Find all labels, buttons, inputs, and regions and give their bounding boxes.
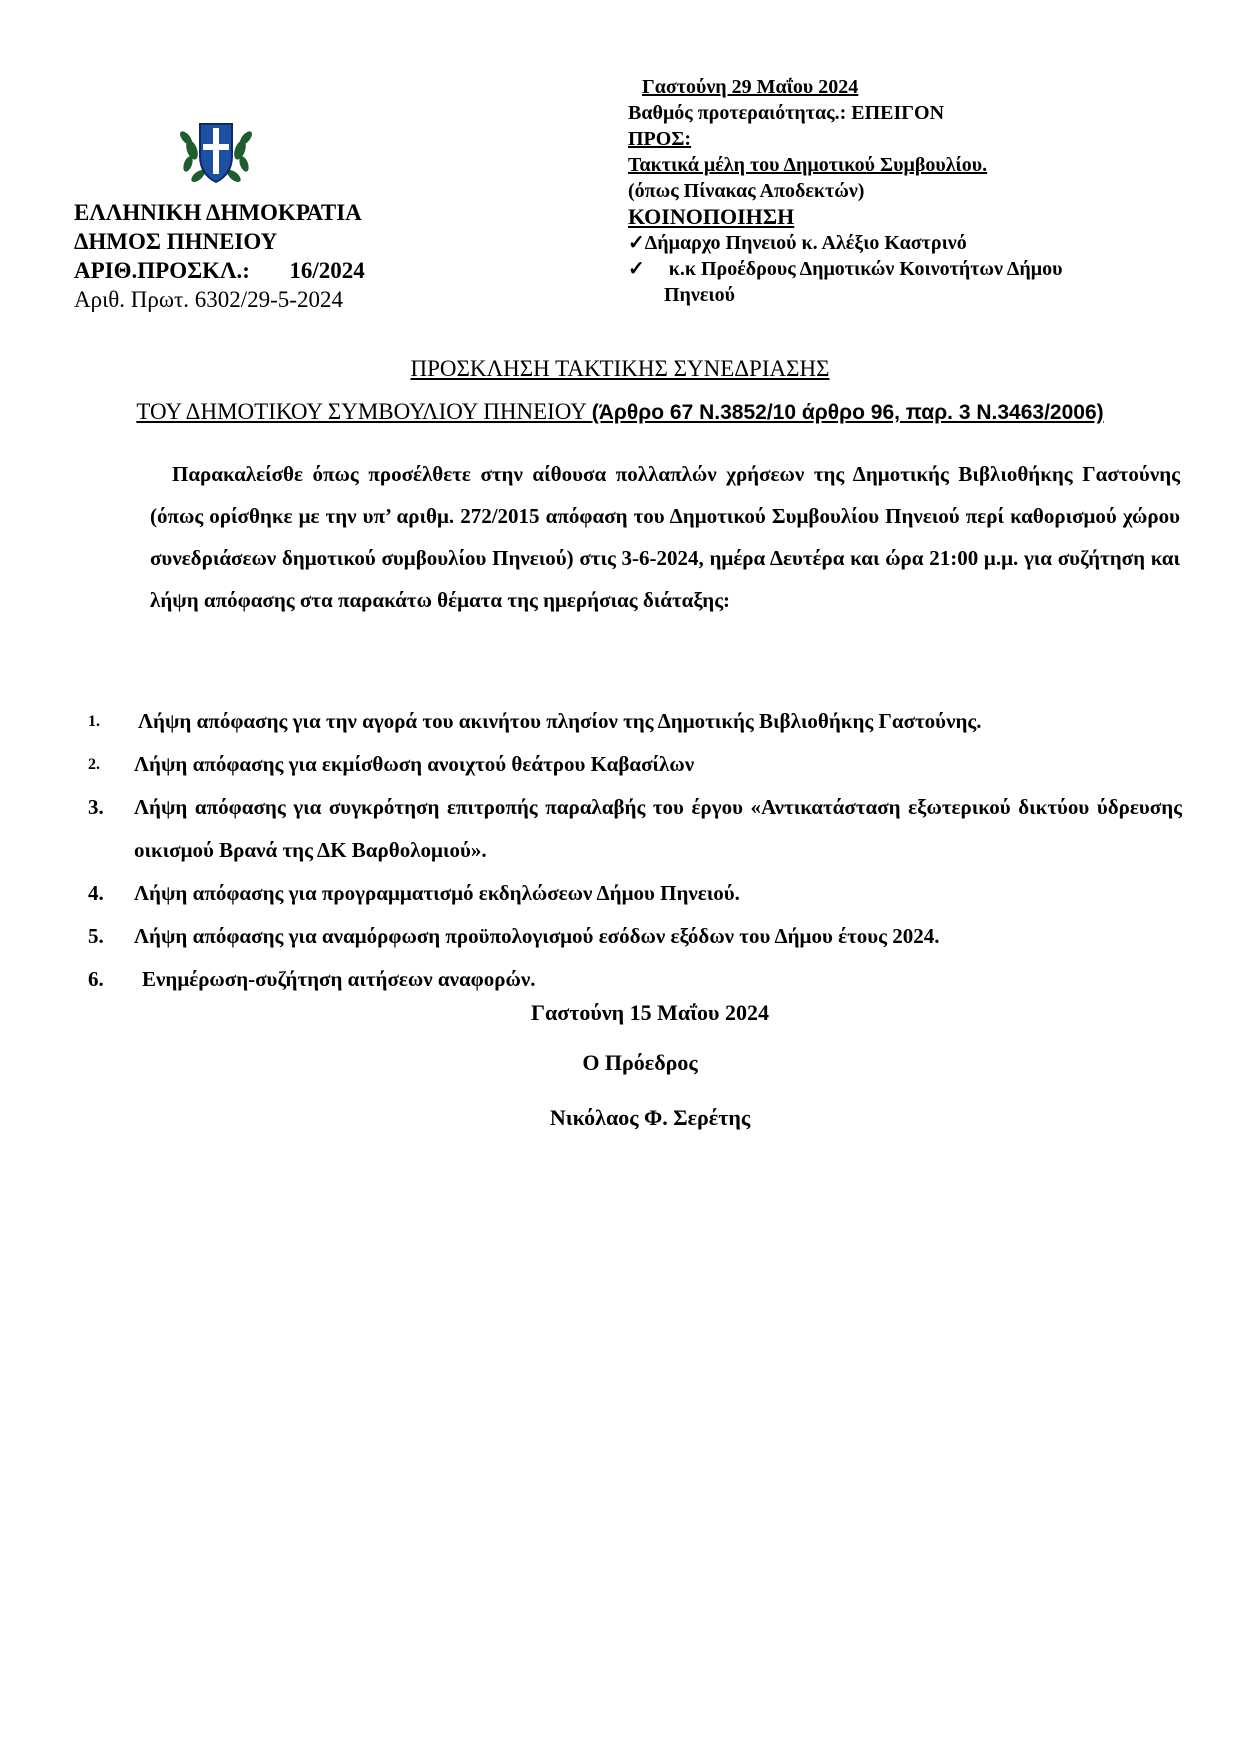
issuer-block bbox=[74, 198, 365, 314]
agenda-item-number: 6. bbox=[88, 967, 104, 991]
agenda-item bbox=[88, 872, 1182, 915]
signature-role: Ο Πρόεδρος bbox=[582, 1050, 698, 1075]
to-label: ΠΡΟΣ: bbox=[628, 128, 692, 150]
recipient-block bbox=[628, 74, 1128, 306]
republic-name: ΕΛΛΗΝΙΚΗ ΔΗΜΟΚΡΑΤΙΑ bbox=[74, 200, 362, 225]
agenda-item-number: 3. bbox=[88, 795, 104, 819]
agenda-item bbox=[88, 915, 1182, 958]
invitation-paragraph bbox=[150, 453, 1180, 621]
council-name: ΤΟΥ ΔΗΜΟΤΙΚΟΥ ΣΥΜΒΟΥΛΙΟΥ ΠΗΝΕΙΟΥ bbox=[136, 399, 587, 424]
cc-item-continued: Πηνειού bbox=[664, 284, 735, 306]
checkmark-icon: ✓ bbox=[628, 258, 645, 280]
cc-item: ✓Δήμαρχο Πηνειού κ. Αλέξιο Καστρινό bbox=[628, 232, 967, 254]
agenda-item-number: 1. bbox=[88, 713, 100, 730]
document-subtitle bbox=[110, 398, 1130, 427]
priority-line: Βαθμός προτεραιότητας.: ΕΠΕΙΓΟΝ bbox=[628, 102, 945, 124]
agenda-item-number: 2. bbox=[88, 756, 100, 773]
municipality-name: ΔΗΜΟΣ ΠΗΝΕΙΟΥ bbox=[74, 229, 278, 254]
agenda-item bbox=[88, 700, 1182, 743]
to-recipients: Τακτικά μέλη του Δημοτικού Συμβουλίου. bbox=[628, 154, 988, 176]
to-note: (όπως Πίνακας Αποδεκτών) bbox=[628, 180, 865, 202]
cc-label: ΚΟΙΝΟΠΟΙΗΣΗ bbox=[628, 204, 795, 229]
document-date: Γαστούνη 29 Μαΐου 2024 bbox=[642, 76, 859, 98]
agenda-item bbox=[88, 743, 1182, 786]
agenda-item bbox=[88, 958, 1182, 1001]
agenda-list bbox=[88, 700, 1182, 1001]
signature-date: Γαστούνη 15 Μαΐου 2024 bbox=[531, 1000, 769, 1025]
agenda-item-text: Λήψη απόφασης για αναμόρφωση προϋπολογισμού εσόδων εξόδων του Δήμου έτους 2024. bbox=[134, 924, 940, 948]
agenda-item-text: Λήψη απόφασης για την αγορά του ακινήτου πλησίον της Δημοτικής Βιβλιοθήκης Γαστούνης. bbox=[138, 709, 982, 733]
agenda-item-number: 5. bbox=[88, 924, 104, 948]
protocol-number: Αριθ. Πρωτ. 6302/29-5-2024 bbox=[74, 287, 343, 312]
agenda-item-number: 4. bbox=[88, 881, 104, 905]
greek-republic-emblem bbox=[172, 110, 260, 190]
agenda-item-text: Λήψη απόφασης για προγραμματισμό εκδηλώσεων Δήμου Πηνειού. bbox=[134, 881, 740, 905]
checkmark-icon: ✓ bbox=[628, 232, 645, 254]
invitation-label: ΑΡΙΘ.ΠΡΟΣΚΛ.: bbox=[74, 258, 250, 283]
signature-name: Νικόλαος Φ. Σερέτης bbox=[549, 1105, 751, 1130]
document-title: ΠΡΟΣΚΛΗΣΗ ΤΑΚΤΙΚΗΣ ΣΥΝΕΔΡΙΑΣΗΣ bbox=[410, 356, 830, 381]
invitation-number-row bbox=[74, 256, 365, 285]
agenda-item-text: Λήψη απόφασης για συγκρότηση επιτροπής παραλαβής του έργου «Αντικατάσταση εξωτερικού δικτύου ύδρευσης οικισμού Βρανά της ΔΚ Βαρθολομιού». bbox=[134, 795, 1182, 862]
agenda-item bbox=[88, 786, 1182, 872]
cc-item: ✓ κ.κ Προέδρους Δημοτικών Κοινοτήτων Δήμου bbox=[628, 258, 1063, 280]
legal-reference: (Άρθρο 67 Ν.3852/10 άρθρο 96, παρ. 3 Ν.3463/2006) bbox=[591, 401, 1104, 424]
agenda-item-text: Ενημέρωση-συζήτηση αιτήσεων αναφορών. bbox=[142, 967, 536, 991]
agenda-item-text: Λήψη απόφασης για εκμίσθωση ανοιχτού θεάτρου Καβασίλων bbox=[134, 752, 695, 776]
invitation-number: 16/2024 bbox=[289, 258, 365, 283]
invitation-text: Παρακαλείσθε όπως προσέλθετε στην αίθουσα πολλαπλών χρήσεων της Δημοτικής Βιβλιοθήκης Γαστούνης (όπως ορίσθηκε με την υπ’ αριθμ. 272/2015 απόφαση του Δημοτικού Συμβουλίου Πηνειού περί καθορισμού χώρου συνεδριάσεων δημοτικού συμβουλίου Πηνειού) στις 3-6-2024, ημέρα Δευτέρα και ώρα 21:00 μ.μ. για συζήτηση και λήψη απόφασης στα παρακάτω θέματα της ημερήσιας διάταξης: bbox=[150, 462, 1180, 612]
